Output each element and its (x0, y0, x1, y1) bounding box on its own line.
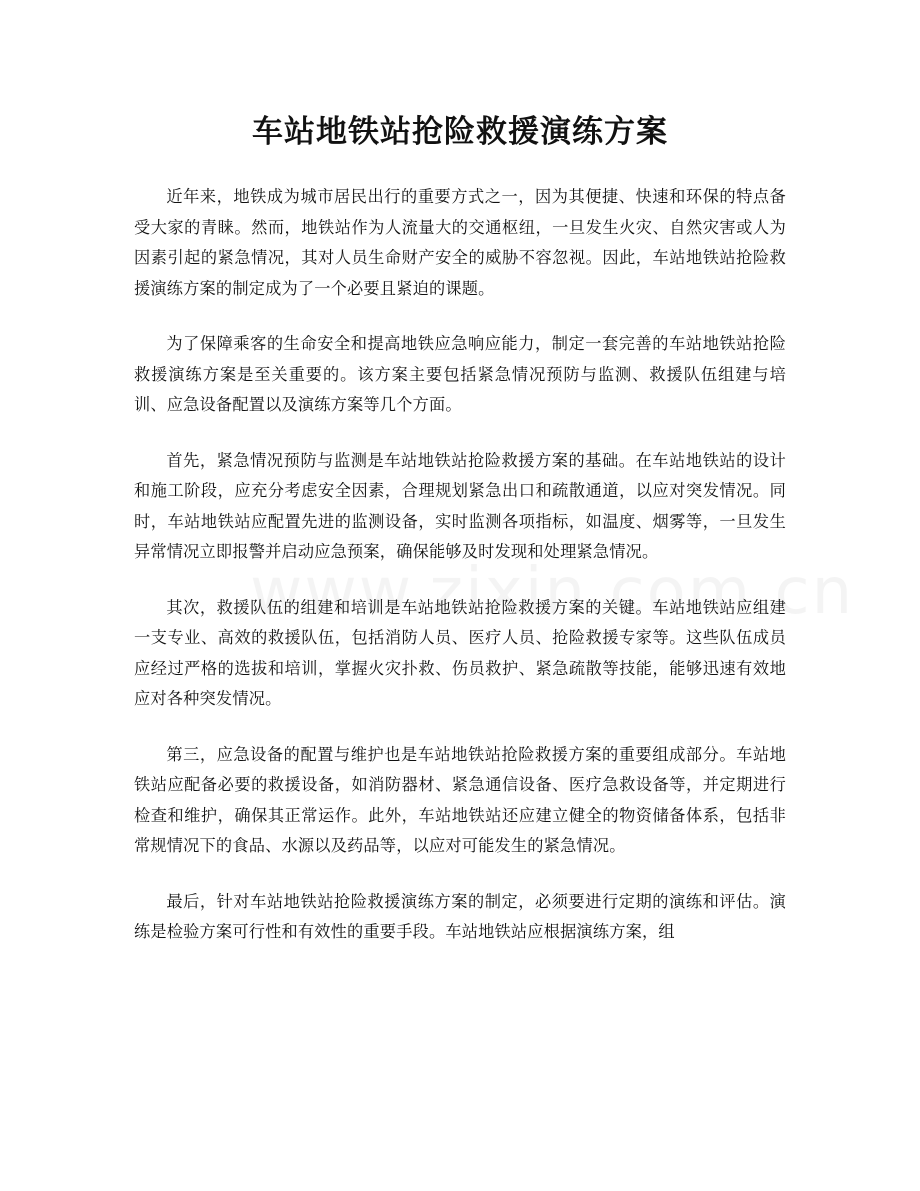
document-body (134, 182, 786, 973)
paragraph-2: 为了保障乘客的生命安全和提高地铁应急响应能力，制定一套完善的车站地铁站抢险救援演练方案是至关重要的。该方案主要包括紧急情况预防与监测、救援队伍组建与培训、应急设备配置以及演练方案等几个方面。 (134, 334, 786, 414)
paragraph-3: 首先，紧急情况预防与监测是车站地铁站抢险救援方案的基础。在车站地铁站的设计和施工阶段，应充分考虑安全因素，合理规划紧急出口和疏散通道，以应对突发情况。同时，车站地铁站应配置先进的监测设备，实时监测各项指标，如温度、烟雾等，一旦发生异常情况立即报警并启动应急预案，确保能够及时发现和处理紧急情况。 (134, 450, 786, 561)
document-title: 车站地铁站抢险救援演练方案 (252, 114, 668, 150)
paragraph-6: 最后，针对车站地铁站抢险救援演练方案的制定，必须要进行定期的演练和评估。演练是检验方案可行性和有效性的重要手段。车站地铁站应根据演练方案，组 (134, 891, 786, 941)
paragraph-5: 第三，应急设备的配置与维护也是车站地铁站抢险救援方案的重要组成部分。车站地铁站应配备必要的救援设备，如消防器材、紧急通信设备、医疗急救设备等，并定期进行检查和维护，确保其正常运作。此外，车站地铁站还应建立健全的物资储备体系，包括非常规情况下的食品、水源以及药品等，以应对可能发生的紧急情况。 (134, 744, 786, 855)
paragraph-1: 近年来，地铁成为城市居民出行的重要方式之一，因为其便捷、快速和环保的特点备受大家的青睐。然而，地铁站作为人流量大的交通枢纽，一旦发生火灾、自然灾害或人为因素引起的紧急情况，其对人员生命财产安全的威胁不容忽视。因此，车站地铁站抢险救援演练方案的制定成为了一个必要且紧迫的课题。 (134, 187, 786, 298)
paragraph-4: 其次，救援队伍的组建和培训是车站地铁站抢险救援方案的关键。车站地铁站应组建一支专业、高效的救援队伍，包括消防人员、医疗人员、抢险救援专家等。这些队伍成员应经过严格的选拔和培训，掌握火灾扑救、伤员救护、紧急疏散等技能，能够迅速有效地应对各种突发情况。 (134, 597, 786, 708)
